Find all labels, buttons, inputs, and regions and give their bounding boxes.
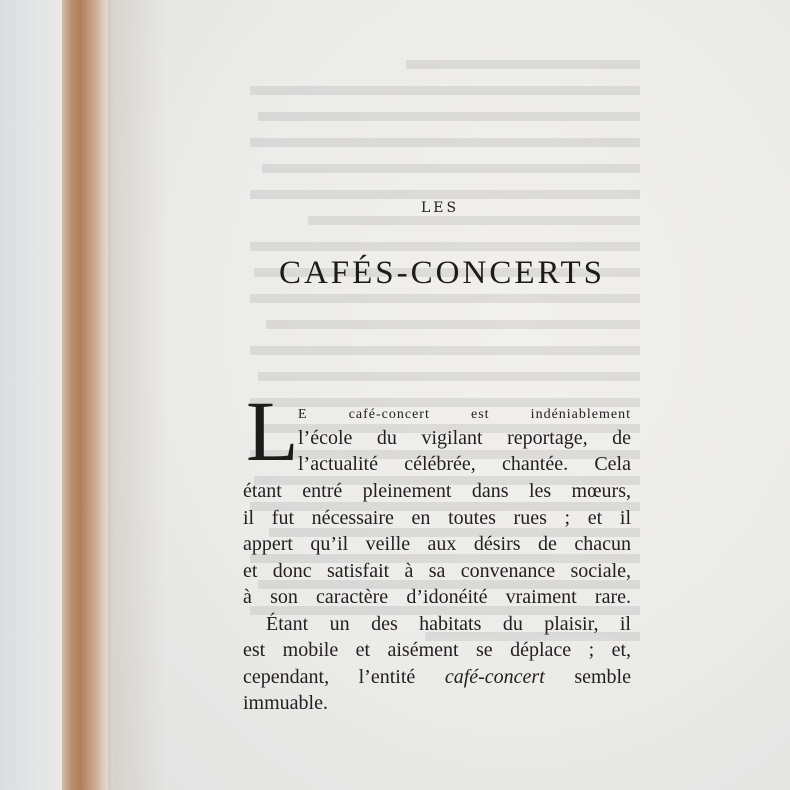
italic-term: café-concert	[444, 666, 545, 688]
line-text-pre: cependant, l’entité	[243, 666, 445, 688]
page-shadow	[108, 0, 168, 790]
text-line-6: appert qu’il veille aux désirs de chacun	[243, 533, 631, 555]
text-line-12: immuable.	[243, 692, 328, 714]
text-line-10: est mobile et aisément se déplace ; et,	[243, 639, 631, 661]
chapter-title-small: LES	[420, 200, 460, 216]
text-line-7: et donc satisfait à sa convenance sociale,	[243, 560, 631, 582]
left-page-edge	[0, 0, 70, 790]
chapter-title: CAFÉS-CONCERTS	[278, 255, 606, 291]
text-line-4: étant entré pleinement dans les mœurs,	[243, 480, 631, 502]
text-line-2: l’école du vigilant reportage, de	[298, 427, 631, 449]
text-line-1	[298, 400, 631, 427]
book-gutter	[62, 0, 114, 790]
first-line-text: E café-concert est indéniablement	[298, 407, 631, 422]
text-line-9: Étant un des habitats du plaisir, il	[266, 613, 631, 635]
text-line-3: l’actualité célébrée, chantée. Cela	[298, 453, 631, 475]
line-text-post: semble	[544, 666, 631, 688]
drop-cap: L	[246, 383, 299, 479]
text-line-8: à son caractère d’idonéité vraiment rare.	[243, 586, 631, 608]
text-line-5: il fut nécessaire en toutes rues ; et il	[243, 507, 631, 529]
text-line-11	[243, 665, 631, 689]
